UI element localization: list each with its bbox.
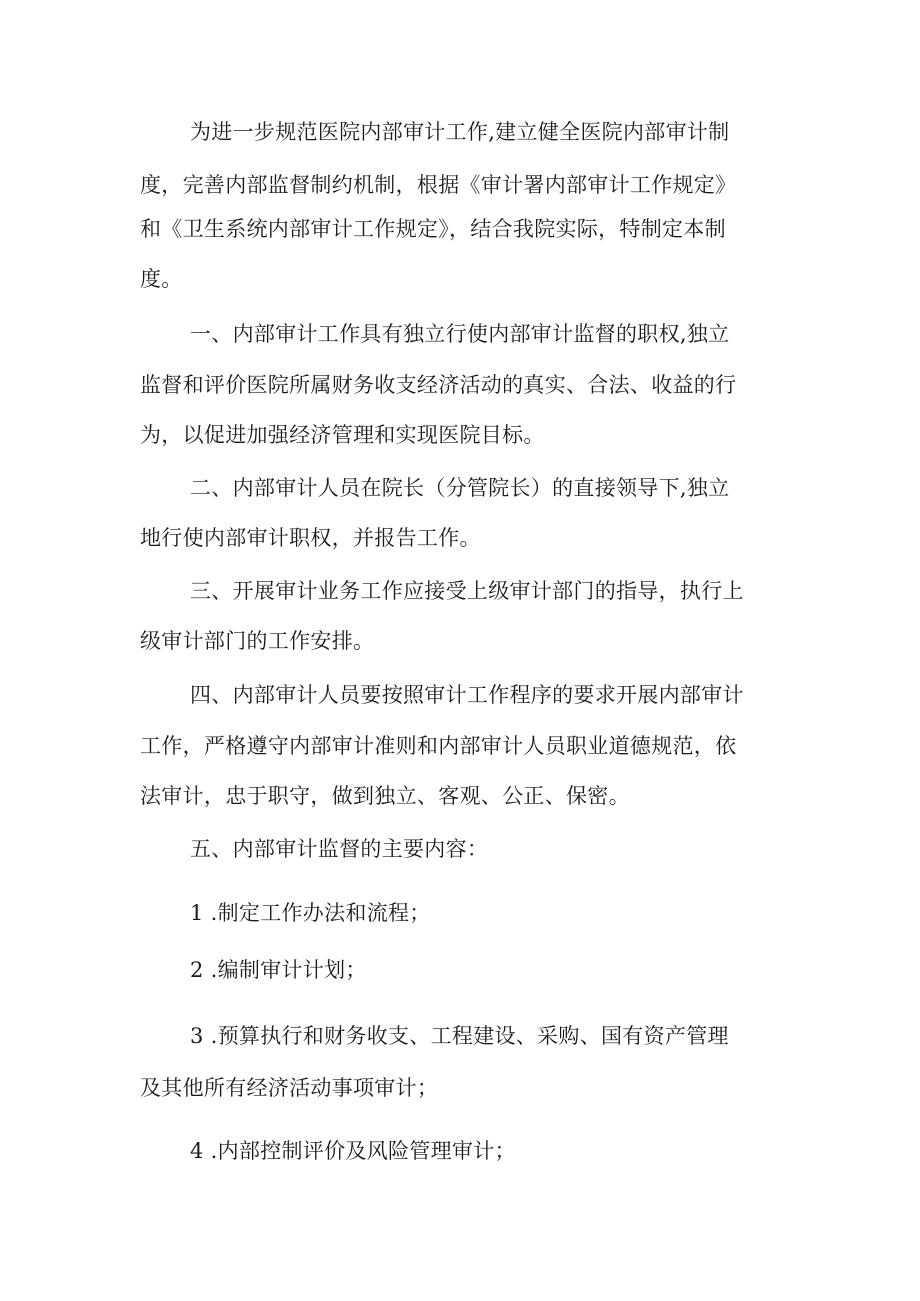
text-line: 四、内部审计人员要按照审计工作程序的要求开展内部审计 — [190, 683, 744, 707]
text-line: 1 .制定工作办法和流程； — [190, 901, 431, 925]
text-line: 及其他所有经济活动事项审计； — [140, 1076, 439, 1100]
text-line: 五、内部审计监督的主要内容： — [190, 837, 489, 861]
text-line: 二、内部审计人员在院长（分管院长）的直接领导下,独立 — [190, 476, 730, 500]
text-line: 为进一步规范医院内部审计工作,建立健全医院内部审计制 — [190, 120, 730, 144]
text-line: 为，以促进加强经济管理和实现医院目标。 — [140, 423, 545, 447]
text-line: 3 .预算执行和财务收支、工程建设、采购、国有资产管理 — [190, 1024, 729, 1048]
text-line: 2 .编制审计计划； — [190, 958, 367, 982]
text-line: 级审计部门的工作安排。 — [140, 629, 375, 653]
text-line: 度，完善内部监督制约机制，根据《审计署内部审计工作规定》 — [140, 173, 737, 197]
text-line: 工作，严格遵守内部审计准则和内部审计人员职业道德规范，依 — [140, 734, 737, 758]
text-line: 度。 — [140, 267, 183, 291]
text-line: 地行使内部审计职权，并报告工作。 — [140, 526, 481, 550]
text-line: 和《卫生系统内部审计工作规定》，结合我院实际，特制定本制 — [140, 217, 726, 241]
text-line: 4 .内部控制评价及风险管理审计； — [190, 1139, 516, 1163]
text-line: 监督和评价医院所属财务收支经济活动的真实、合法、收益的行 — [140, 373, 737, 397]
text-line: 三、开展审计业务工作应接受上级审计部门的指导，执行上 — [190, 579, 744, 603]
text-line: 一、内部审计工作具有独立行使内部审计监督的职权,独立 — [190, 322, 730, 346]
text-line: 法审计，忠于职守，做到独立、客观、公正、保密。 — [140, 784, 630, 808]
